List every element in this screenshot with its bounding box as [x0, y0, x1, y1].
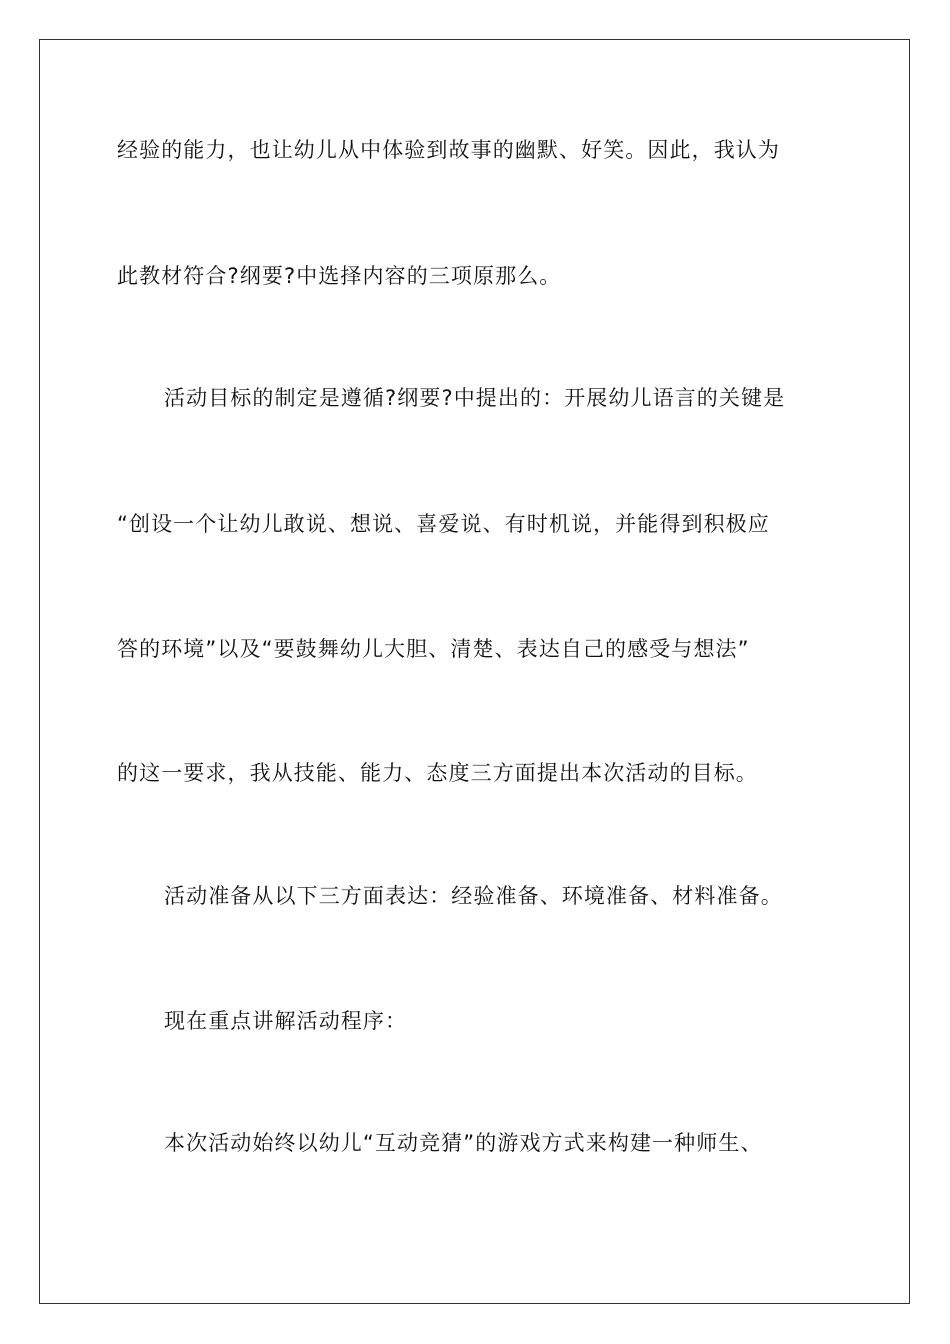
paragraph-start-line: 活动准备从以下三方面表达：经验准备、环境准备、材料准备。 [164, 884, 783, 908]
body-text-line: 经验的能力，也让幼儿从中体验到故事的幽默、好笑。因此，我认为 [117, 138, 780, 162]
body-text-line: “创设一个让幼儿敢说、想说、喜爱说、有时机说，并能得到积极应 [117, 512, 770, 536]
paragraph-start-line: 现在重点讲解活动程序： [164, 1009, 408, 1033]
body-text-line: 的这一要求，我从技能、能力、态度三方面提出本次活动的目标。 [117, 761, 758, 785]
body-text-line: 答的环境”以及“要鼓舞幼儿大胆、清楚、表达自己的感受与想法” [117, 637, 750, 661]
page-border [39, 39, 910, 1304]
paragraph-start-line: 本次活动始终以幼儿“互动竞猜”的游戏方式来构建一种师生、 [164, 1131, 763, 1155]
body-text-line: 此教材符合?纲要?中选择内容的三项原那么。 [117, 264, 562, 288]
paragraph-start-line: 活动目标的制定是遵循?纲要?中提出的：开展幼儿语言的关键是 [164, 386, 786, 410]
